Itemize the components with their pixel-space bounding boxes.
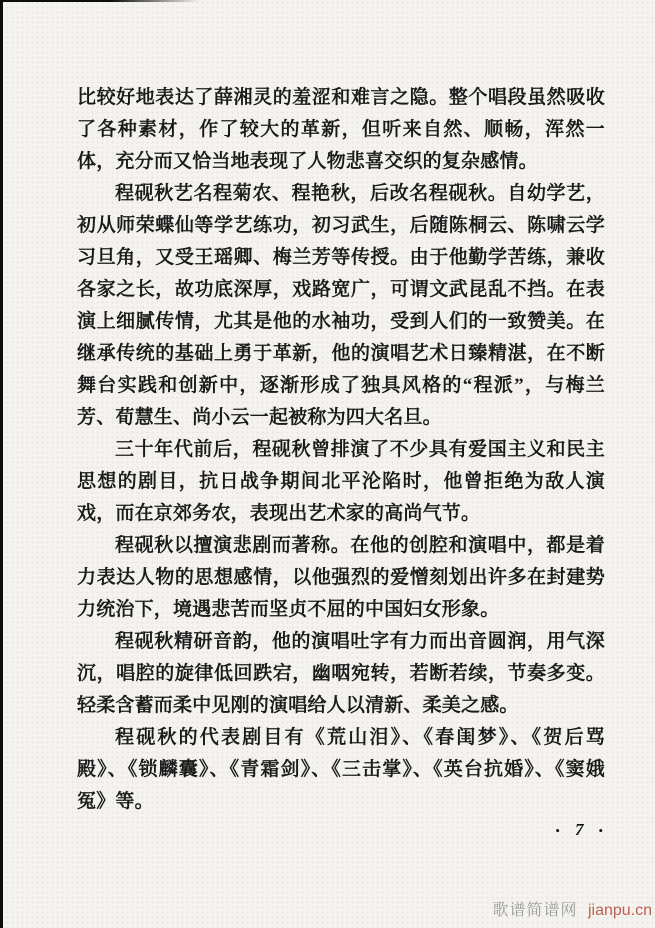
watermark-site-name: 歌谱简谱网: [492, 902, 578, 919]
scan-top-edge: [0, 0, 200, 2]
paragraph-5: 程砚秋精研音韵，他的演唱吐字有力而出音圆润，用气深沉，唱腔的旋律低回跌宕，幽咽宛转，若断若续，节奏多变。轻柔含蓄而柔中见刚的演唱给人以清新、柔美之感。: [77, 631, 605, 716]
paragraph-2: 程砚秋艺名程菊农、程艳秋，后改名程砚秋。自幼学艺，初从师荣蝶仙等学艺练功，初习武生，后随陈桐云、陈啸云学习旦角，又受王瑶卿、梅兰芳等传授。由于他勤学苦练，兼收各家之长，故功底深厚，戏路宽广，可谓文武昆乱不挡。在表演上细腻传情，尤其是他的水袖功，受到人们的一致赞美。在继承传统的基础上勇于革新，他的演唱艺术日臻精湛，在不断舞台实践和创新中，逐渐形成了独具风格的“程派”，与梅兰芳、荀慧生、尚小云一起被称为四大名旦。: [77, 183, 605, 428]
scan-left-edge: [0, 0, 3, 928]
page-number-value: 7: [574, 820, 584, 839]
page-number-dot-left: •: [555, 822, 560, 838]
watermark-site-url: jianpu.cn: [587, 902, 652, 919]
paragraph-6: 程砚秋的代表剧目有《荒山泪》、《春闺梦》、《贺后骂殿》、《锁麟囊》、《青霜剑》、《三击掌》、《英台抗婚》、《窦娥冤》等。: [77, 727, 605, 812]
watermark: [492, 897, 652, 920]
page-text-block: [77, 82, 605, 818]
paragraph-3: 三十年代前后，程砚秋曾排演了不少具有爱国主义和民主思想的剧目，抗日战争期间北平沦陷时，他曾拒绝为敌人演戏，而在京郊务农，表现出艺术家的高尚气节。: [77, 439, 605, 524]
paragraph-4: 程砚秋以擅演悲剧而著称。在他的创腔和演唱中，都是着力表达人物的思想感情，以他强烈的爱憎刻划出许多在封建势力统治下，境遇悲苦而坚贞不屈的中国妇女形象。: [77, 535, 605, 620]
page-number: [555, 820, 603, 840]
page-number-dot-right: •: [598, 822, 603, 838]
paragraph-1: 比较好地表达了薛湘灵的羞涩和难言之隐。整个唱段虽然吸收了各种素材，作了较大的革新，但听来自然、顺畅，浑然一体，充分而又恰当地表现了人物悲喜交织的复杂感情。: [77, 87, 605, 172]
